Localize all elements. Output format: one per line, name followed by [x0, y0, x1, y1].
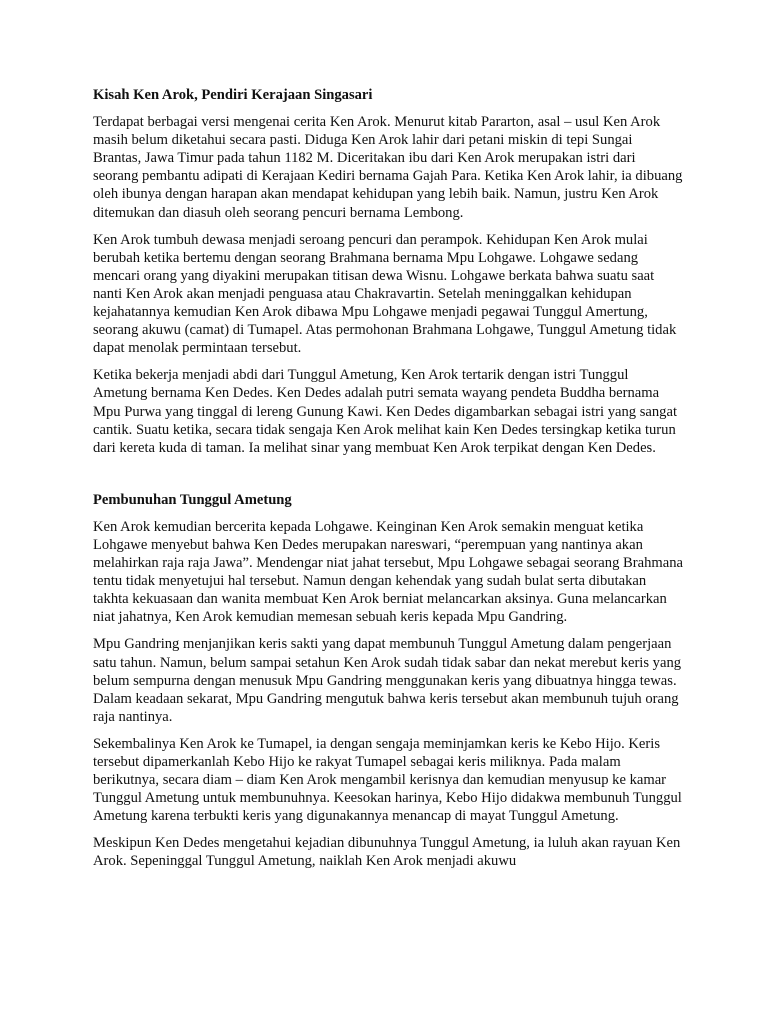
- paragraph: Terdapat berbagai versi mengenai cerita Ken Arok. Menurut kitab Pararton, asal – usul Ken Arok masih belum diketahui secara pasti. Diduga Ken Arok lahir dari petani miskin di tepi Sungai Brantas, Jawa Timur pada tahun 1182 M. Diceritakan ibu dari Ken Arok merupakan istri dari seorang pembantu adipati di Kerajaan Kediri bernama Gajah Para. Ketika Ken Arok lahir, ia dibuang oleh ibunya dengan harapan akan mendapat kehidupan yang lebih baik. Namun, justru Ken Arok ditemukan dan diasuh oleh seorang pencuri bernama Lembong.: [93, 114, 683, 221]
- section-spacer: [93, 466, 683, 491]
- paragraph: Sekembalinya Ken Arok ke Tumapel, ia dengan sengaja meminjamkan keris ke Kebo Hijo. Keris tersebut dipamerkanlah Kebo Hijo ke rakyat Tumapel sebagai keris miliknya. Pada malam berikutnya, secara diam – diam Ken Arok mengambil kerisnya dan kemudian menyusup ke kamar Tunggul Ametung untuk membunuhnya. Keesokan harinya, Kebo Hijo didakwa membunuh Tunggul Ametung karena terbukti keris yang digunakannya menancap di mayat Tunggul Ametung.: [93, 735, 682, 825]
- paragraph: Meskipun Ken Dedes mengetahui kejadian dibunuhnya Tunggul Ametung, ia luluh akan rayuan Ken Arok. Sepeninggal Tunggul Ametung, naiklah Ken Arok menjadi akuwu: [93, 835, 681, 870]
- section-title-kisah-ken-arok: Kisah Ken Arok, Pendiri Kerajaan Singasari: [93, 87, 373, 103]
- paragraph: Ken Arok tumbuh dewasa menjadi seroang pencuri dan perampok. Kehidupan Ken Arok mulai berubah ketika bertemu dengan seorang Brahmana bernama Mpu Lohgawe. Lohgawe sedang mencari orang yang diyakini merupakan titisan dewa Wisnu. Lohgawe berkata bahwa suatu saat nanti Ken Arok akan menjadi penguasa atau Chakravartin. Setelah meninggalkan kehidupan kejahatannya kemudian Ken Arok dibawa Mpu Lohgawe menjadi pegawai Tunggul Amertung, seorang akuwu (camat) di Tumapel. Atas permohonan Brahmana Lohgawe, Tunggul Ametung tidak dapat menolak permintaan tersebut.: [93, 231, 677, 357]
- paragraph: Ken Arok kemudian bercerita kepada Lohgawe. Keinginan Ken Arok semakin menguat ketika Lohgawe menyebut bahwa Ken Dedes merupakan nareswari, “perempuan yang nantinya akan melahirkan raja raja Jawa”. Mendengar niat jahat tersebut, Mpu Lohgawe sebagai seorang Brahmana tentu tidak menyetujui hal tersebut. Namun dengan kehendak yang sudah bulat serta dibutakan takhta kekuasaan dan wanita membuat Ken Arok berniat melancarkan aksinya. Guna melancarkan niat jahatnya, Ken Arok kemudian memesan sebuah keris kepada Mpu Gandring.: [93, 518, 683, 626]
- document-page: [93, 86, 683, 880]
- paragraph: Mpu Gandring menjanjikan keris sakti yang dapat membunuh Tunggul Ametung dalam pengerjaan satu tahun. Namun, belum sampai setahun Ken Arok sudah tidak sabar dan nekat merebut keris yang belum sempurna dengan menusuk Mpu Gandring menggunakan keris yang dibuatnya hingga tewas. Dalam keadaan sekarat, Mpu Gandring mengutuk bahwa keris tersebut akan membunuh tujuh orang raja nantinya.: [93, 636, 682, 725]
- section-title-pembunuhan-tunggul-ametung: Pembunuhan Tunggul Ametung: [93, 491, 292, 508]
- paragraph: Ketika bekerja menjadi abdi dari Tunggul Ametung, Ken Arok tertarik dengan istri Tunggul Ametung bernama Ken Dedes. Ken Dedes adalah putri semata wayang pendeta Buddha bernama Mpu Purwa yang tinggal di lereng Gunung Kawi. Ken Dedes digambarkan sebagai istri yang sangat cantik. Suatu ketika, secara tidak sengaja Ken Arok melihat kain Ken Dedes tersingkap ketika turun dari kereta kuda di taman. Ia melihat sinar yang membuat Ken Arok terpikat dengan Ken Dedes.: [93, 367, 678, 456]
